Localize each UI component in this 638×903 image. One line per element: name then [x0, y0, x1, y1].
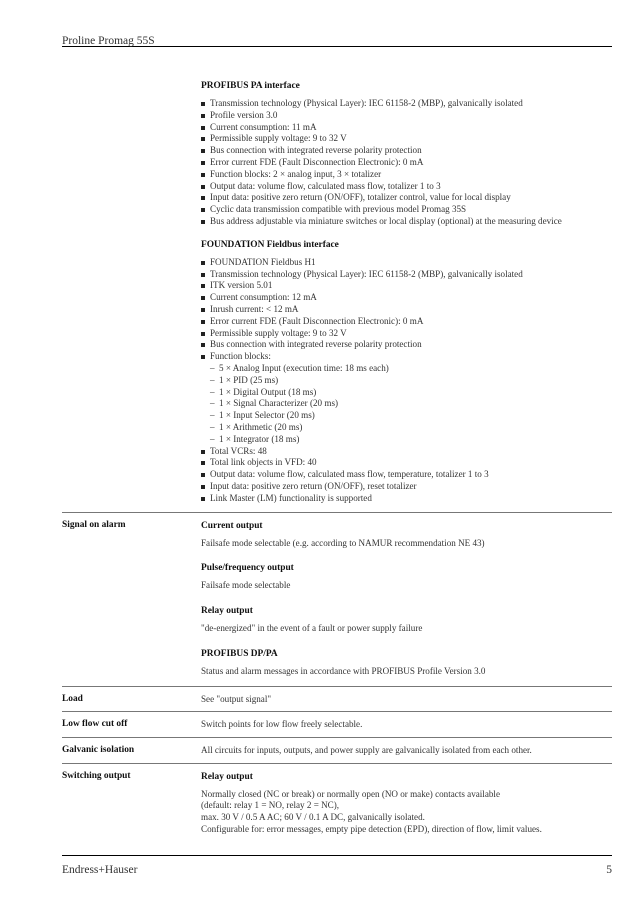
foundation-fieldbus-list — [201, 257, 612, 505]
switching-output-value — [201, 764, 612, 836]
list-item: Bus connection with integrated reverse polarity protection — [201, 339, 612, 351]
alarm-block-heading: Relay output — [201, 606, 253, 617]
sub-list-item: – 1 × Integrator (18 ms) — [201, 434, 612, 446]
switching-output-line: max. 30 V / 0.5 A AC; 60 V / 0.1 A DC, galvanically isolated. — [201, 812, 425, 823]
list-item: Function blocks: — [201, 351, 612, 363]
list-item: ITK version 5.01 — [201, 280, 612, 292]
foundation-fieldbus-section — [201, 239, 612, 505]
list-item: Permissible supply voltage: 9 to 32 V — [201, 328, 612, 340]
switching-output-heading: Relay output — [201, 771, 253, 782]
list-item: Transmission technology (Physical Layer): IEC 61158-2 (MBP), galvanically isolated — [201, 269, 612, 281]
profibus-pa-heading: PROFIBUS PA interface — [201, 81, 300, 91]
alarm-block-heading: Pulse/frequency output — [201, 563, 294, 574]
load-label: Load — [62, 693, 83, 704]
list-item: Output data: volume flow, calculated mass flow, temperature, totalizer 1 to 3 — [201, 469, 612, 481]
list-item: Bus connection with integrated reverse polarity protection — [201, 145, 612, 157]
alarm-block-text: "de-energized" in the event of a fault or power supply failure — [201, 623, 423, 634]
list-item: Bus address adjustable via miniature switches or local display (optional) at the measuring device — [201, 216, 612, 228]
page-number: 5 — [606, 864, 612, 876]
load-text: See "output signal" — [201, 693, 272, 704]
list-item: Input data: positive zero return (ON/OFF), totalizer control, value for local display — [201, 192, 612, 204]
list-item: Input data: positive zero return (ON/OFF), reset totalizer — [201, 481, 612, 493]
foundation-fieldbus-heading: FOUNDATION Fieldbus interface — [201, 239, 339, 250]
profibus-pa-list — [201, 98, 612, 228]
sub-list-item: – 1 × Input Selector (20 ms) — [201, 410, 612, 422]
sub-list-item: – 1 × Arithmetic (20 ms) — [201, 422, 612, 434]
switching-output-line: (default: relay 1 = NO, relay 2 = NC), — [201, 800, 340, 811]
signal-on-alarm-row — [62, 512, 612, 686]
list-item: Inrush current: < 12 mA — [201, 304, 612, 316]
list-item: Error current FDE (Fault Disconnection Electronic): 0 mA — [201, 157, 612, 169]
signal-on-alarm-label: Signal on alarm — [62, 519, 126, 530]
alarm-block-heading: PROFIBUS DP/PA — [201, 648, 278, 659]
signal-on-alarm-value — [201, 513, 612, 686]
list-item: Transmission technology (Physical Layer): IEC 61158-2 (MBP), galvanically isolated — [201, 98, 612, 110]
list-item: Error current FDE (Fault Disconnection Electronic): 0 mA — [201, 316, 612, 328]
list-item: Link Master (LM) functionality is supported — [201, 493, 612, 505]
low-flow-label: Low flow cut off — [62, 718, 128, 729]
list-item: Total link objects in VFD: 40 — [201, 457, 612, 469]
low-flow-value — [201, 712, 612, 737]
load-row — [62, 686, 612, 711]
alarm-block-text: Failsafe mode selectable (e.g. according to NAMUR recommendation NE 43) — [201, 537, 485, 548]
load-value — [201, 687, 612, 711]
low-flow-text: Switch points for low flow freely selectable. — [201, 718, 363, 729]
page-header — [62, 29, 612, 47]
alarm-relay-output — [201, 605, 612, 635]
company-name: Endress+Hauser — [62, 864, 138, 876]
sub-list-item: – 1 × Digital Output (18 ms) — [201, 387, 612, 399]
profibus-pa-section — [201, 80, 612, 228]
document-title: Proline Promag 55S — [62, 35, 155, 47]
switching-output-label: Switching output — [62, 770, 131, 781]
list-item: Current consumption: 11 mA — [201, 122, 612, 134]
list-item: Permissible supply voltage: 9 to 32 V — [201, 133, 612, 145]
galvanic-text: All circuits for inputs, outputs, and power supply are galvanically isolated from each other. — [201, 744, 532, 755]
switching-output-line: Normally closed (NC or break) or normally open (NO or make) contacts available — [201, 788, 500, 799]
switching-output-row — [62, 763, 612, 836]
galvanic-label: Galvanic isolation — [62, 744, 135, 755]
sub-list-item: – 1 × PID (25 ms) — [201, 375, 612, 387]
low-flow-row — [62, 711, 612, 737]
alarm-profibus — [201, 648, 612, 678]
list-item: Cyclic data transmission compatible with previous model Promag 35S — [201, 204, 612, 216]
list-item: Total VCRs: 48 — [201, 446, 612, 458]
sub-list-item: – 5 × Analog Input (execution time: 18 ms each) — [201, 363, 612, 375]
list-item: Current consumption: 12 mA — [201, 292, 612, 304]
page-footer — [62, 855, 612, 876]
galvanic-value — [201, 738, 612, 763]
switching-output-line: Configurable for: error messages, empty pipe detection (EPD), direction of flow, limit values. — [201, 824, 542, 835]
content — [62, 80, 612, 836]
galvanic-row — [62, 737, 612, 763]
list-item: Output data: volume flow, calculated mass flow, totalizer 1 to 3 — [201, 181, 612, 193]
list-item: Profile version 3.0 — [201, 110, 612, 122]
alarm-block-text: Status and alarm messages in accordance with PROFIBUS Profile Version 3.0 — [201, 665, 486, 676]
alarm-block-heading: Current output — [201, 520, 263, 531]
list-item: Function blocks: 2 × analog input, 3 × totalizer — [201, 169, 612, 181]
sub-list-item: – 1 × Signal Characterizer (20 ms) — [201, 398, 612, 410]
alarm-pulse-output — [201, 562, 612, 592]
alarm-current-output — [201, 520, 612, 550]
list-item: FOUNDATION Fieldbus H1 — [201, 257, 612, 269]
alarm-block-text: Failsafe mode selectable — [201, 580, 291, 591]
